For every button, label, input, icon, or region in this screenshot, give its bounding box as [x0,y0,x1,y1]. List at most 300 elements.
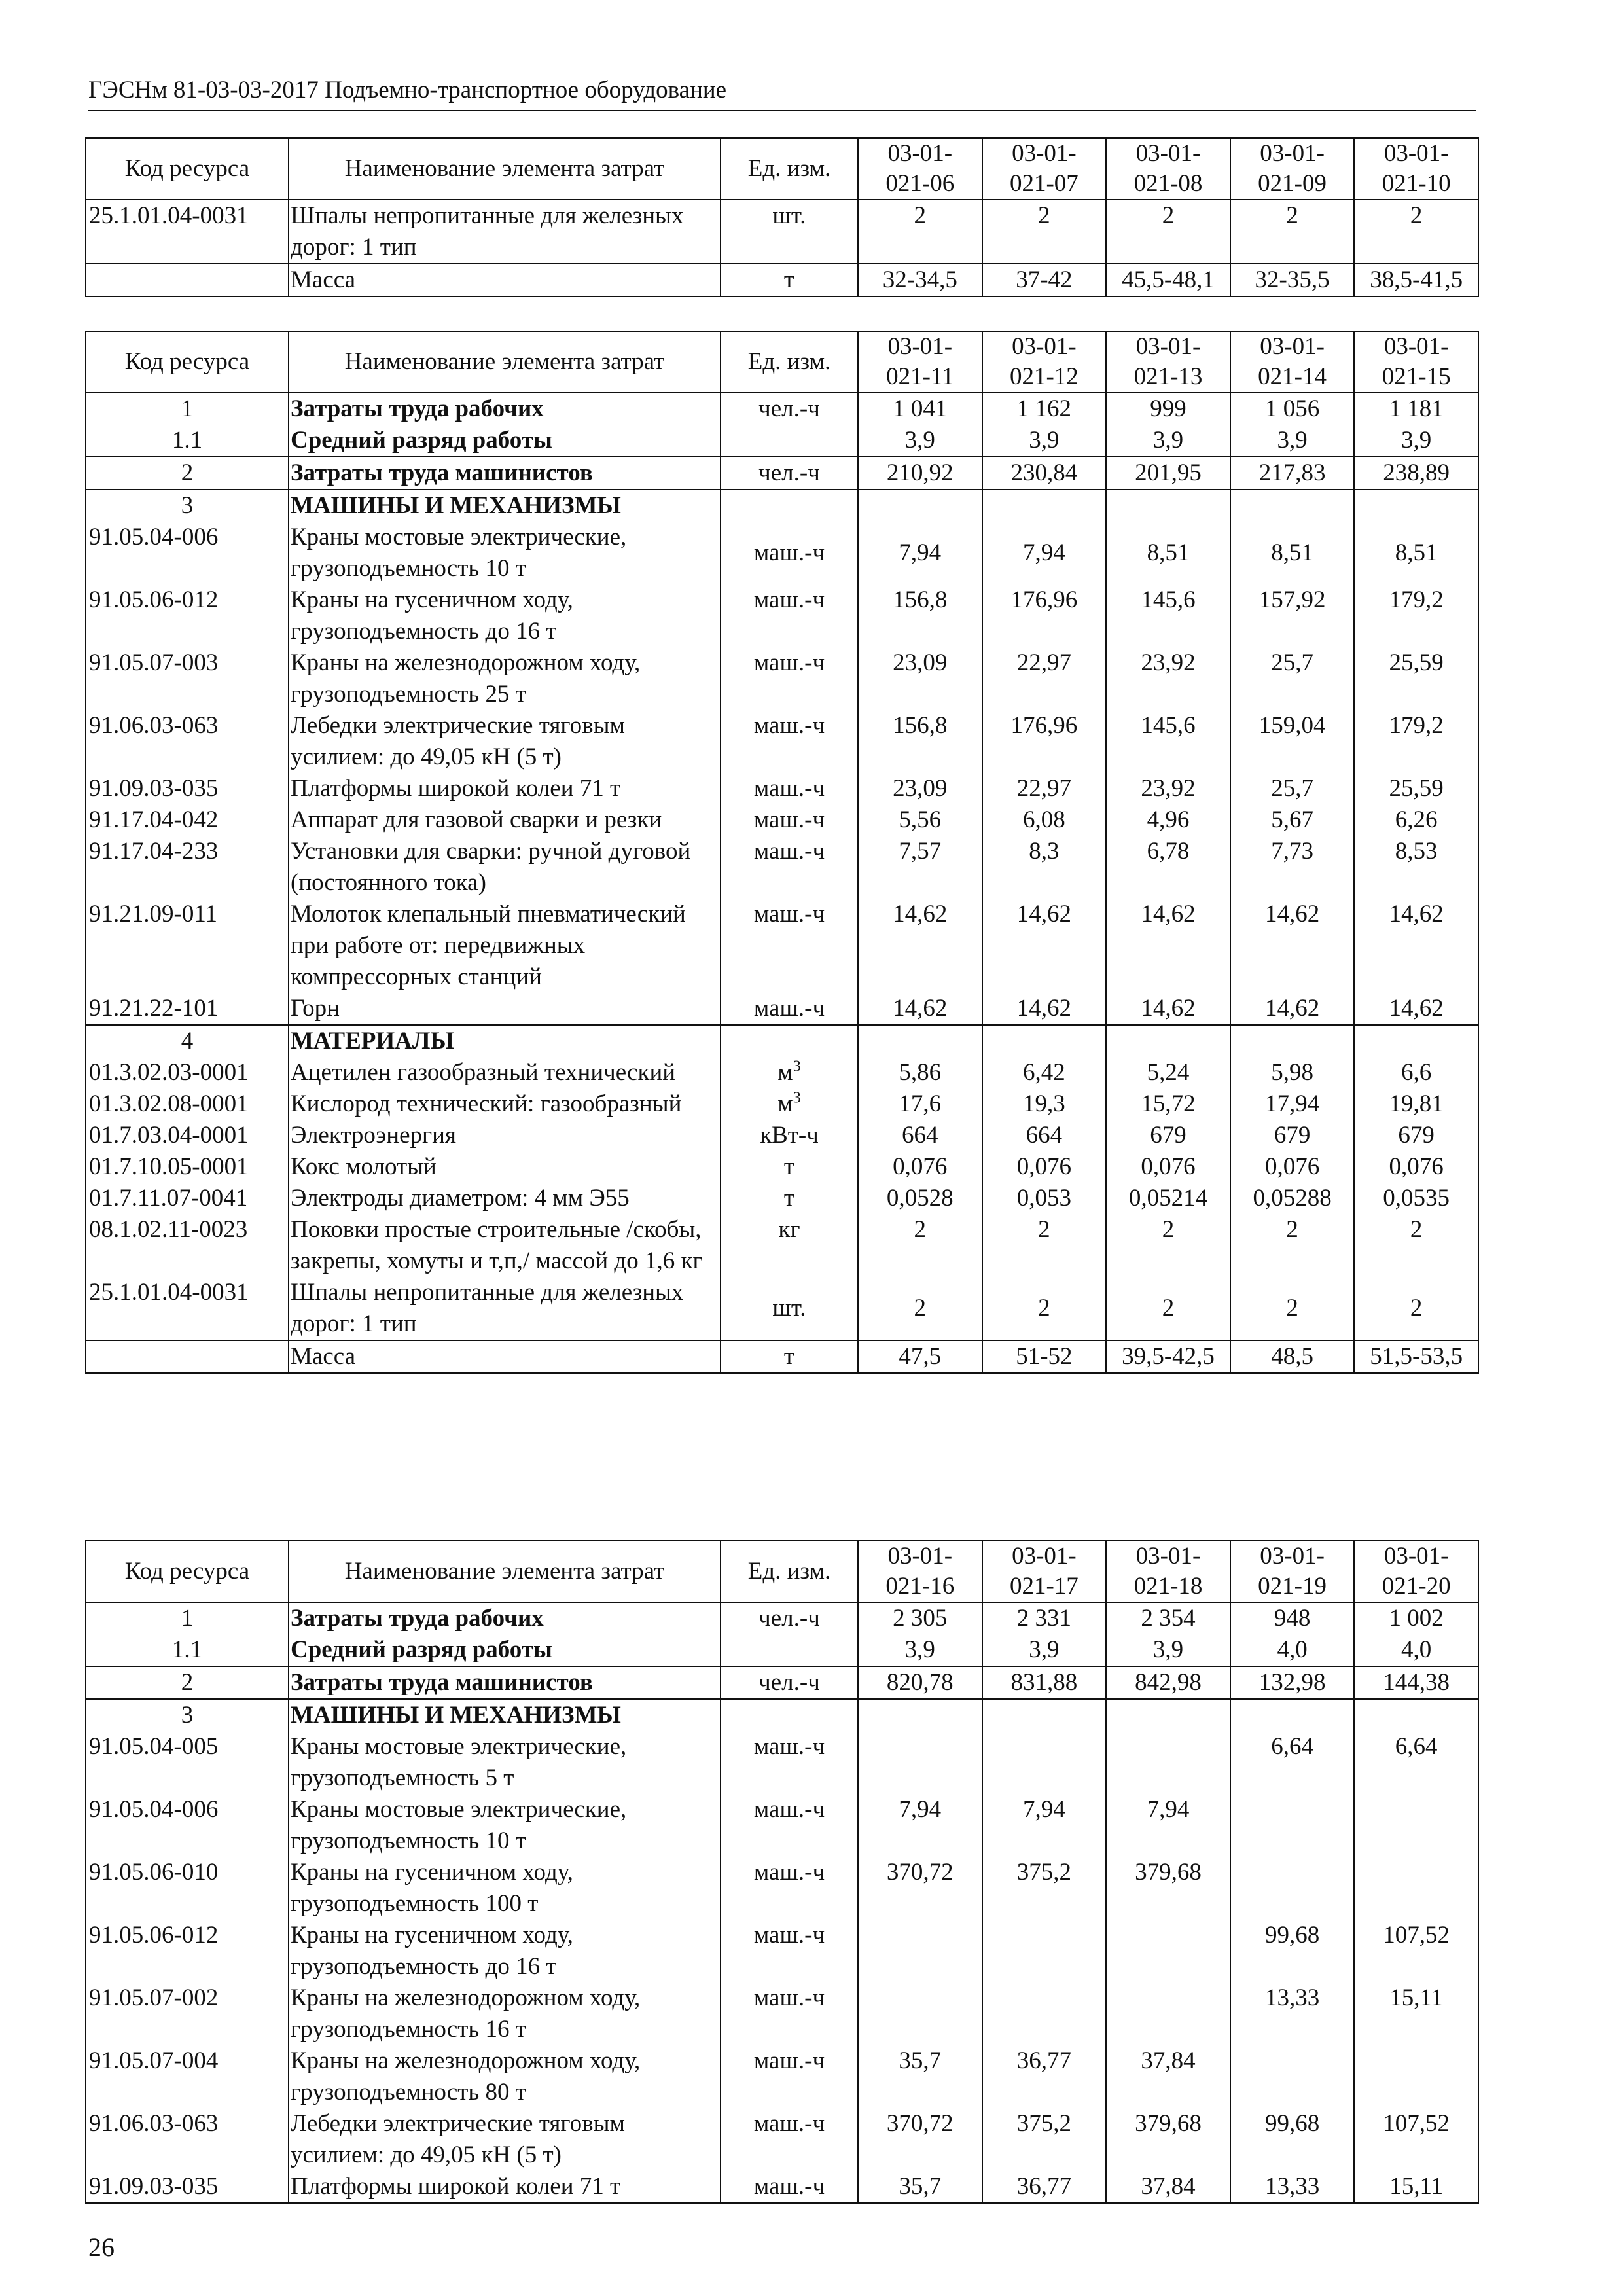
norm-value [982,1025,1107,1057]
norm-value: 6,64 [1354,1731,1478,1794]
norm-value: 14,62 [1354,899,1478,993]
norm-value: 13,33 [1230,1982,1355,2045]
table-row [86,1731,1478,1794]
unit-of-measure: маш.-ч [721,2045,858,2108]
resource-code: 01.7.03.04-0001 [86,1120,289,1151]
header-norm-column: 03-01- 021-16 [858,1541,982,1602]
unit-of-measure [721,1699,858,1731]
resource-code: 1 [86,393,289,425]
resource-code: 91.05.06-012 [86,1920,289,1982]
norm-value: 3,9 [1230,425,1355,457]
norm-value: 107,52 [1354,2108,1478,2171]
cost-element-name: Электроды диаметром: 4 мм Э55 [289,1183,721,1214]
norm-value: 7,94 [858,522,982,584]
header-norm-column: 03-01- 021-08 [1106,138,1230,200]
header-unit: Ед. изм. [721,331,858,393]
norm-value: 7,94 [858,1794,982,1857]
table-row [86,899,1478,993]
unit-of-measure: маш.-ч [721,993,858,1025]
header-code: Код ресурса [86,1541,289,1602]
norm-value: 39,5-42,5 [1106,1340,1230,1373]
norms-table-1 [85,137,1479,297]
norm-value [1106,1025,1230,1057]
cost-element-name: Лебедки электрические тяговым усилием: до 49,05 кН (5 т) [289,2108,721,2171]
norm-value [1230,1699,1355,1731]
norm-value [1354,1699,1478,1731]
table-row [86,393,1478,425]
resource-code: 91.21.09-011 [86,899,289,993]
norm-value: 2 [1230,200,1355,264]
cost-element-name: Платформы широкой колеи 71 т [289,773,721,804]
unit-of-measure: маш.-ч [721,2108,858,2171]
norm-value: 99,68 [1230,2108,1355,2171]
norm-value: 145,6 [1106,584,1230,647]
norm-value: 5,67 [1230,804,1355,836]
norm-value: 14,62 [1354,993,1478,1025]
norm-value: 1 056 [1230,393,1355,425]
unit-of-measure: маш.-ч [721,522,858,584]
norm-value: 2 [1230,1277,1355,1340]
norm-value: 8,51 [1106,522,1230,584]
norm-value: 948 [1230,1602,1355,1634]
norm-value: 14,62 [1230,993,1355,1025]
resource-code: 91.05.07-003 [86,647,289,710]
table-row [86,1277,1478,1340]
resource-code: 91.17.04-042 [86,804,289,836]
norm-value: 7,94 [982,1794,1107,1857]
norm-value [982,1699,1107,1731]
norm-value: 0,076 [1230,1151,1355,1183]
resource-code: 1.1 [86,1634,289,1666]
norm-value: 0,076 [1354,1151,1478,1183]
norm-value: 2 [858,1214,982,1277]
resource-code: 91.05.07-004 [86,2045,289,2108]
norm-value: 25,7 [1230,773,1355,804]
norm-value: 217,83 [1230,457,1355,490]
resource-code [86,1340,289,1373]
norm-value: 25,7 [1230,647,1355,710]
cost-element-name: Краны мостовые электрические, грузоподъемность 10 т [289,522,721,584]
norm-value [1354,1794,1478,1857]
header-norm-column: 03-01- 021-06 [858,138,982,200]
unit-of-measure: маш.-ч [721,773,858,804]
cost-element-name: Установки для сварки: ручной дуговой (постоянного тока) [289,836,721,899]
unit-of-measure: т [721,1151,858,1183]
unit-of-measure: чел.-ч [721,457,858,490]
table-row [86,1183,1478,1214]
unit-of-measure: чел.-ч [721,1602,858,1634]
resource-code: 2 [86,1666,289,1699]
norm-value: 1 041 [858,393,982,425]
norm-value: 23,92 [1106,773,1230,804]
cost-element-name: Масса [289,264,721,296]
norm-value: 157,92 [1230,584,1355,647]
cost-element-name: Затраты труда машинистов [289,457,721,490]
norm-value: 23,09 [858,773,982,804]
norm-value: 5,98 [1230,1057,1355,1088]
table-row [86,1602,1478,1634]
header-norm-column: 03-01- 021-17 [982,1541,1107,1602]
norm-value [1354,1857,1478,1920]
norm-value: 145,6 [1106,710,1230,773]
norm-value: 23,09 [858,647,982,710]
norm-value: 14,62 [982,899,1107,993]
norm-value: 999 [1106,393,1230,425]
norm-value [1106,1920,1230,1982]
table-row [86,804,1478,836]
norm-value: 156,8 [858,584,982,647]
norm-value: 6,78 [1106,836,1230,899]
norm-value [982,490,1107,522]
norm-value: 15,11 [1354,2171,1478,2203]
unit-of-measure: маш.-ч [721,1731,858,1794]
table-row [86,1340,1478,1373]
resource-code: 91.21.22-101 [86,993,289,1025]
unit-of-measure: маш.-ч [721,710,858,773]
unit-of-measure: маш.-ч [721,1857,858,1920]
norm-value: 6,42 [982,1057,1107,1088]
norm-value: 36,77 [982,2045,1107,2108]
running-header: ГЭСНм 81-03-03-2017 Подъемно-транспортное оборудование [88,77,1476,111]
cost-element-name: Краны на гусеничном ходу, грузоподъемность 100 т [289,1857,721,1920]
cost-element-name: Молоток клепальный пневматический при работе от: передвижных компрессорных станций [289,899,721,993]
norm-value: 37-42 [982,264,1107,296]
norm-value: 176,96 [982,710,1107,773]
header-unit: Ед. изм. [721,1541,858,1602]
resource-code: 01.7.10.05-0001 [86,1151,289,1183]
norm-value: 4,0 [1230,1634,1355,1666]
norm-value: 5,24 [1106,1057,1230,1088]
header-norm-column: 03-01- 021-19 [1230,1541,1355,1602]
header-norm-column: 03-01- 021-20 [1354,1541,1478,1602]
norm-value: 2 [982,1214,1107,1277]
table-header-row [86,1541,1478,1602]
cost-element-name: МАТЕРИАЛЫ [289,1025,721,1057]
resource-code: 91.09.03-035 [86,2171,289,2203]
norm-value: 159,04 [1230,710,1355,773]
norm-value: 2 331 [982,1602,1107,1634]
table-row [86,1634,1478,1666]
norm-value: 179,2 [1354,584,1478,647]
norm-value: 3,9 [858,1634,982,1666]
unit-of-measure: маш.-ч [721,804,858,836]
norm-value: 379,68 [1106,2108,1230,2171]
resource-code: 3 [86,1699,289,1731]
norm-value: 238,89 [1354,457,1478,490]
unit-of-measure: т [721,264,858,296]
cost-element-name: Кокс молотый [289,1151,721,1183]
norm-value [1230,490,1355,522]
norm-value: 7,73 [1230,836,1355,899]
table-row [86,993,1478,1025]
norm-value: 19,3 [982,1088,1107,1120]
norm-value: 8,3 [982,836,1107,899]
unit-of-measure: кг [721,1214,858,1277]
table-header-row [86,138,1478,200]
norm-value [1106,490,1230,522]
table-row [86,264,1478,296]
norm-value: 2 [858,1277,982,1340]
resource-code: 91.06.03-063 [86,710,289,773]
cost-element-name: Краны мостовые электрические, грузоподъемность 10 т [289,1794,721,1857]
norm-value: 25,59 [1354,773,1478,804]
unit-of-measure: кВт-ч [721,1120,858,1151]
norm-value: 2 [982,1277,1107,1340]
unit-of-measure: т [721,1340,858,1373]
cost-element-name: Краны на гусеничном ходу, грузоподъемность до 16 т [289,584,721,647]
cost-element-name: Затраты труда машинистов [289,1666,721,1699]
norm-value: 831,88 [982,1666,1107,1699]
resource-code: 01.7.11.07-0041 [86,1183,289,1214]
norm-value: 2 305 [858,1602,982,1634]
cost-element-name: Краны на гусеничном ходу, грузоподъемность до 16 т [289,1920,721,1982]
norm-value: 0,076 [1106,1151,1230,1183]
norm-value [1354,490,1478,522]
unit-of-measure: т [721,1183,858,1214]
norm-value: 1 162 [982,393,1107,425]
table-row [86,836,1478,899]
table-row [86,1088,1478,1120]
cost-element-name: Средний разряд работы [289,1634,721,1666]
resource-code: 91.05.06-012 [86,584,289,647]
norm-value: 820,78 [858,1666,982,1699]
unit-of-measure: маш.-ч [721,584,858,647]
norm-value: 210,92 [858,457,982,490]
header-code: Код ресурса [86,331,289,393]
norm-value: 6,08 [982,804,1107,836]
cost-element-name: Шпалы непропитанные для железных дорог: 1 тип [289,1277,721,1340]
norm-value: 23,92 [1106,647,1230,710]
norm-value: 201,95 [1106,457,1230,490]
norm-value: 13,33 [1230,2171,1355,2203]
norm-value: 36,77 [982,2171,1107,2203]
unit-of-measure: чел.-ч [721,393,858,425]
resource-code: 4 [86,1025,289,1057]
norm-value: 25,59 [1354,647,1478,710]
norm-value: 664 [858,1120,982,1151]
cost-element-name: Краны на железнодорожном ходу, грузоподъемность 80 т [289,2045,721,2108]
norm-value: 8,51 [1354,522,1478,584]
norm-value: 156,8 [858,710,982,773]
norm-value [858,1982,982,2045]
unit-of-measure [721,1025,858,1057]
norm-value [858,1025,982,1057]
norm-value: 2 [1354,1277,1478,1340]
table-row [86,2108,1478,2171]
norm-value: 32-34,5 [858,264,982,296]
table-row [86,1214,1478,1277]
norm-value: 38,5-41,5 [1354,264,1478,296]
norm-value: 0,05214 [1106,1183,1230,1214]
norm-value [858,1731,982,1794]
table-row [86,1857,1478,1920]
norm-value: 0,0535 [1354,1183,1478,1214]
norm-value: 179,2 [1354,710,1478,773]
header-norm-column: 03-01- 021-07 [982,138,1107,200]
norm-value: 37,84 [1106,2045,1230,2108]
unit-of-measure: маш.-ч [721,1982,858,2045]
cost-element-name: Поковки простые строительные /скобы, закрепы, хомуты и т,п,/ массой до 1,6 кг [289,1214,721,1277]
norm-value: 14,62 [1106,993,1230,1025]
table-header-row [86,331,1478,393]
norm-value: 144,38 [1354,1666,1478,1699]
table-row [86,584,1478,647]
header-norm-column: 03-01- 021-12 [982,331,1107,393]
header-name: Наименование элемента затрат [289,138,721,200]
header-unit: Ед. изм. [721,138,858,200]
norm-value: 0,0528 [858,1183,982,1214]
norm-value: 19,81 [1354,1088,1478,1120]
table-row [86,200,1478,264]
resource-code: 91.05.04-005 [86,1731,289,1794]
norm-value: 17,94 [1230,1088,1355,1120]
table-row [86,1120,1478,1151]
norm-value: 3,9 [1106,1634,1230,1666]
norm-value [1230,2045,1355,2108]
resource-code: 91.05.04-006 [86,522,289,584]
norms-table-3 [85,1540,1479,2204]
norm-value: 14,62 [1230,899,1355,993]
norm-value: 0,05288 [1230,1183,1355,1214]
header-norm-column: 03-01- 021-14 [1230,331,1355,393]
resource-code: 01.3.02.08-0001 [86,1088,289,1120]
resource-code: 91.05.07-002 [86,1982,289,2045]
resource-code: 2 [86,457,289,490]
norm-value: 14,62 [982,993,1107,1025]
norm-value [982,1731,1107,1794]
unit-of-measure: маш.-ч [721,1794,858,1857]
norm-value: 14,62 [858,899,982,993]
norm-value: 0,053 [982,1183,1107,1214]
norm-value: 8,51 [1230,522,1355,584]
norm-value: 679 [1354,1120,1478,1151]
norm-value: 15,72 [1106,1088,1230,1120]
table-row [86,1794,1478,1857]
norm-value: 2 [1230,1214,1355,1277]
norm-value: 17,6 [858,1088,982,1120]
unit-of-measure: маш.-ч [721,1920,858,1982]
norm-value [1230,1857,1355,1920]
resource-code: 91.05.04-006 [86,1794,289,1857]
norm-value: 48,5 [1230,1340,1355,1373]
norm-value: 3,9 [858,425,982,457]
table-row [86,647,1478,710]
norm-value: 14,62 [1106,899,1230,993]
norm-value: 107,52 [1354,1920,1478,1982]
norm-value: 1 002 [1354,1602,1478,1634]
norm-value: 3,9 [982,1634,1107,1666]
cost-element-name: Краны на железнодорожном ходу, грузоподъемность 25 т [289,647,721,710]
unit-of-measure [721,425,858,457]
resource-code: 25.1.01.04-0031 [86,1277,289,1340]
table-row [86,522,1478,584]
cost-element-name: Электроэнергия [289,1120,721,1151]
cost-element-name: Платформы широкой колеи 71 т [289,2171,721,2203]
cost-element-name: Кислород технический: газообразный [289,1088,721,1120]
norm-value: 3,9 [1354,425,1478,457]
table-row [86,490,1478,522]
norm-value: 35,7 [858,2171,982,2203]
norm-value: 37,84 [1106,2171,1230,2203]
header-name: Наименование элемента затрат [289,1541,721,1602]
cost-element-name: Краны на железнодорожном ходу, грузоподъемность 16 т [289,1982,721,2045]
cost-element-name: Ацетилен газообразный технический [289,1057,721,1088]
norm-value: 6,6 [1354,1057,1478,1088]
norm-value: 664 [982,1120,1107,1151]
norm-value: 99,68 [1230,1920,1355,1982]
norm-value: 2 354 [1106,1602,1230,1634]
norm-value: 47,5 [858,1340,982,1373]
norm-value: 6,64 [1230,1731,1355,1794]
norm-value: 1 181 [1354,393,1478,425]
resource-code [86,264,289,296]
norm-value: 22,97 [982,773,1107,804]
unit-of-measure: $м^3$ [721,1057,858,1088]
table-row [86,1057,1478,1088]
norm-value: 2 [1354,200,1478,264]
norm-value: 679 [1230,1120,1355,1151]
norm-value: 176,96 [982,584,1107,647]
norm-value [982,1920,1107,1982]
norm-value: 0,076 [982,1151,1107,1183]
unit-of-measure: маш.-ч [721,899,858,993]
table-row [86,773,1478,804]
unit-of-measure: $м^3$ [721,1088,858,1120]
header-norm-column: 03-01- 021-13 [1106,331,1230,393]
cost-element-name: Горн [289,993,721,1025]
resource-code: 08.1.02.11-0023 [86,1214,289,1277]
unit-of-measure: маш.-ч [721,2171,858,2203]
unit-of-measure [721,490,858,522]
norm-value: 8,53 [1354,836,1478,899]
resource-code: 91.09.03-035 [86,773,289,804]
norm-value: 14,62 [858,993,982,1025]
norm-value: 2 [982,200,1107,264]
unit-of-measure: чел.-ч [721,1666,858,1699]
norm-value [1354,2045,1478,2108]
header-norm-column: 03-01- 021-15 [1354,331,1478,393]
norm-value: 2 [1106,1277,1230,1340]
norm-value: 2 [1106,200,1230,264]
norm-value: 379,68 [1106,1857,1230,1920]
norm-value: 51,5-53,5 [1354,1340,1478,1373]
norm-value [1106,1731,1230,1794]
norm-value: 22,97 [982,647,1107,710]
norm-value: 375,2 [982,2108,1107,2171]
norm-value: 3,9 [982,425,1107,457]
norm-value [1106,1699,1230,1731]
norm-value: 7,57 [858,836,982,899]
norm-value: 51-52 [982,1340,1107,1373]
norm-value: 679 [1106,1120,1230,1151]
norm-value: 7,94 [1106,1794,1230,1857]
norm-value: 370,72 [858,1857,982,1920]
norm-value [1354,1025,1478,1057]
header-name: Наименование элемента затрат [289,331,721,393]
norm-value [1106,1982,1230,2045]
norm-value: 3,9 [1106,425,1230,457]
header-norm-column: 03-01- 021-09 [1230,138,1355,200]
cost-element-name: Затраты труда рабочих [289,393,721,425]
norms-table-2 [85,331,1479,1374]
table-row [86,2045,1478,2108]
table-row [86,1982,1478,2045]
resource-code: 25.1.01.04-0031 [86,200,289,264]
cost-element-name: Краны мостовые электрические, грузоподъемность 5 т [289,1731,721,1794]
norm-value: 842,98 [1106,1666,1230,1699]
table-row [86,1666,1478,1699]
unit-of-measure [721,1634,858,1666]
